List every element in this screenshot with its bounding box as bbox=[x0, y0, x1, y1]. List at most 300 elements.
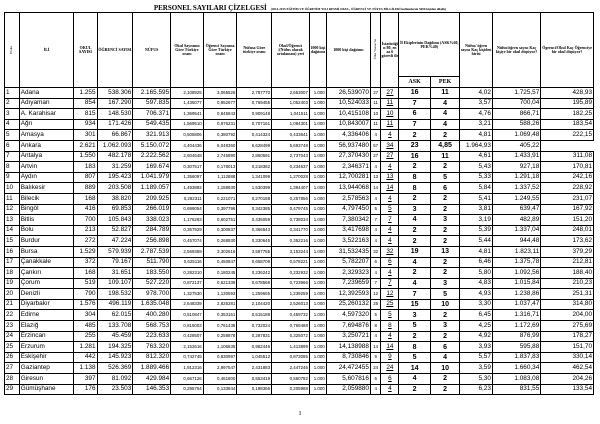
table-cell: 2,108925 bbox=[171, 88, 204, 99]
table-cell: 5,33 bbox=[460, 172, 493, 183]
table-cell: 0,282311 bbox=[171, 193, 204, 204]
table-cell: 32 bbox=[370, 246, 381, 257]
table-cell: 24 bbox=[5, 331, 20, 342]
table-cell: 579.939 bbox=[97, 246, 133, 257]
table-cell: 7 bbox=[370, 215, 381, 226]
table-cell: 7,380342 bbox=[326, 215, 370, 226]
table-cell: 1,084301 bbox=[272, 119, 310, 130]
table-cell: 2,825281 bbox=[203, 299, 237, 310]
table-cell: 0,178013 bbox=[203, 162, 237, 173]
header-nufus: NÜFUS bbox=[133, 13, 171, 88]
table-cell: 482.178 bbox=[97, 151, 133, 162]
personnel-table bbox=[4, 12, 594, 395]
table-cell: 3 bbox=[399, 204, 431, 215]
table-cell: 10,843007 bbox=[326, 119, 370, 130]
table-cell: 0,909148 bbox=[237, 109, 272, 120]
table-cell: 2,329323 bbox=[326, 268, 370, 279]
table-cell: 10,415108 bbox=[326, 109, 370, 120]
table-cell: Amasya bbox=[19, 130, 74, 141]
table-cell: 519 bbox=[74, 278, 97, 289]
table-cell: 31.651 bbox=[97, 268, 133, 279]
table-row bbox=[5, 130, 594, 141]
table-cell: 4,93 bbox=[460, 289, 493, 300]
table-row bbox=[5, 342, 594, 353]
table-cell: Aydın bbox=[19, 172, 74, 183]
table-cell: 0,873085 bbox=[272, 352, 310, 363]
table-row bbox=[5, 172, 594, 183]
table-cell: 0,268930 bbox=[203, 236, 237, 247]
table-cell: 568.753 bbox=[133, 321, 171, 332]
table-cell: 854 bbox=[74, 98, 97, 109]
table-cell: 0,976231 bbox=[203, 119, 237, 130]
title-text: PERSONEL SAYILARI ÇİZELGESİ bbox=[153, 4, 267, 12]
table-cell: 10 bbox=[430, 363, 459, 374]
table-cell: Denizli bbox=[19, 289, 74, 300]
table-cell: 1.255 bbox=[74, 88, 97, 99]
table-cell: 23 bbox=[5, 321, 20, 332]
table-cell: 831,55 bbox=[492, 384, 540, 395]
table-cell: 0,707161 bbox=[237, 119, 272, 130]
table-cell: 4,81 bbox=[460, 130, 493, 141]
table-cell: 4 bbox=[430, 119, 459, 130]
table-cell: 1.000 bbox=[309, 204, 326, 215]
table-cell: 11 bbox=[430, 88, 459, 99]
table-cell: 7 bbox=[399, 289, 431, 300]
header-dagitim: İl Ekiplerinin Dağılımı (ASK%60, PEK%40) bbox=[399, 13, 460, 77]
table-cell: 45.459 bbox=[97, 331, 133, 342]
table-cell: 0,553419 bbox=[237, 374, 272, 385]
table-cell: 812.320 bbox=[133, 352, 171, 363]
table-cell: 22 bbox=[5, 310, 20, 321]
table-cell: 0,232932 bbox=[272, 268, 310, 279]
table-cell: 0,815003 bbox=[171, 321, 204, 332]
table-cell: 167.290 bbox=[97, 98, 133, 109]
table-row bbox=[5, 299, 594, 310]
table-cell: 7 bbox=[381, 215, 399, 226]
table-cell: 171.426 bbox=[97, 119, 133, 130]
table-cell: 1.889.466 bbox=[133, 363, 171, 374]
table-cell: 1.000 bbox=[309, 151, 326, 162]
table-cell: 176 bbox=[74, 384, 97, 395]
table-cell: 1.000 bbox=[309, 321, 326, 332]
table-cell: 6 bbox=[370, 257, 381, 268]
header-ask: ASK bbox=[399, 77, 431, 88]
table-cell: 2,578563 bbox=[326, 193, 370, 204]
table-cell: 213 bbox=[74, 225, 97, 236]
table-cell: 0,295754 bbox=[171, 384, 204, 395]
table-cell: 2,648339 bbox=[171, 299, 204, 310]
table-cell: 2 bbox=[399, 162, 431, 173]
table-cell: 3,81 bbox=[460, 204, 493, 215]
table-cell: 944,48 bbox=[492, 236, 540, 247]
table-cell: 1.062.093 bbox=[97, 140, 133, 151]
table-cell: 1,239259 bbox=[272, 289, 310, 300]
table-cell: 2,447246 bbox=[272, 363, 310, 374]
table-cell: 0,414324 bbox=[237, 130, 272, 141]
table-cell: 0,433641 bbox=[272, 130, 310, 141]
table-cell: 1.660,34 bbox=[492, 363, 540, 374]
table-cell: 6,048360 bbox=[203, 140, 237, 151]
table-cell: 6 bbox=[370, 374, 381, 385]
table-cell: 1.576 bbox=[74, 299, 97, 310]
table-cell: 3,522163 bbox=[326, 236, 370, 247]
table-cell: 14,138988 bbox=[326, 342, 370, 353]
table-cell: 0,450847 bbox=[203, 257, 237, 268]
table-cell: 0,699054 bbox=[171, 204, 204, 215]
table-cell: 2 bbox=[430, 204, 459, 215]
table-cell: 31.259 bbox=[97, 162, 133, 173]
table-cell: 25 bbox=[381, 299, 399, 310]
header-nufus-oran: Nüfusa Göre türkiye oranı bbox=[237, 13, 272, 88]
table-cell: 4,02 bbox=[460, 88, 493, 99]
table-cell: 183.550 bbox=[133, 268, 171, 279]
table-cell: 0,742745 bbox=[171, 352, 204, 363]
table-cell: 170,81 bbox=[541, 162, 594, 173]
table-cell: 1.041.979 bbox=[133, 172, 171, 183]
table-cell: 7 bbox=[370, 278, 381, 289]
table-cell: 397 bbox=[74, 374, 97, 385]
table-cell: 7 bbox=[399, 119, 431, 130]
table-cell: Artvin bbox=[19, 162, 74, 173]
table-cell: 11 bbox=[370, 98, 381, 109]
table-cell: 372 bbox=[74, 257, 97, 268]
header-okul-oran: Okul Sayısının Göre Türkiye oranı bbox=[171, 13, 204, 88]
table-cell: 151,20 bbox=[541, 215, 594, 226]
table-cell: 5,41 bbox=[460, 193, 493, 204]
table-cell: 248,01 bbox=[541, 225, 594, 236]
table-cell: 21 bbox=[5, 299, 20, 310]
table-cell: 1,052403 bbox=[272, 98, 310, 109]
table-cell: 2,346371 bbox=[326, 162, 370, 173]
table-cell: 0,352216 bbox=[272, 236, 310, 247]
table-cell: 169.674 bbox=[133, 162, 171, 173]
table-cell: 47.224 bbox=[97, 236, 133, 247]
table-cell: 1.138 bbox=[74, 363, 97, 374]
table-cell: 1,130593 bbox=[203, 289, 237, 300]
table-cell: 168 bbox=[74, 268, 97, 279]
table-cell: 4 bbox=[381, 162, 399, 173]
table-cell: 485 bbox=[74, 321, 97, 332]
table-cell: 462,54 bbox=[541, 363, 594, 374]
table-cell: 27 bbox=[5, 363, 20, 374]
table-cell: Çorum bbox=[19, 278, 74, 289]
table-cell: 173,62 bbox=[541, 236, 594, 247]
table-cell: 1.000 bbox=[309, 310, 326, 321]
table-cell: 20 bbox=[5, 289, 20, 300]
table-cell: 338.023 bbox=[133, 215, 171, 226]
table-cell: 31,532435 bbox=[326, 246, 370, 257]
table-cell: 2 bbox=[430, 310, 459, 321]
table-cell: 3,19 bbox=[460, 215, 493, 226]
table-cell: 203.508 bbox=[97, 183, 133, 194]
table-cell: 210,23 bbox=[541, 278, 594, 289]
table-cell: 2 bbox=[430, 236, 459, 247]
table-cell: 4 bbox=[381, 384, 399, 395]
table-cell: 5 bbox=[381, 310, 399, 321]
table-cell: 0,578221 bbox=[272, 257, 310, 268]
table-cell: 146.353 bbox=[133, 384, 171, 395]
table-cell: 1.433,91 bbox=[492, 151, 540, 162]
table-cell: 311,08 bbox=[541, 151, 594, 162]
table-cell: 10 bbox=[430, 299, 459, 310]
table-cell: Adıyaman bbox=[19, 98, 74, 109]
table-cell: 1.550 bbox=[74, 151, 97, 162]
table-cell: 5 bbox=[399, 352, 431, 363]
table-cell: 3 bbox=[399, 310, 431, 321]
table-cell: 3 bbox=[430, 215, 459, 226]
table-row bbox=[5, 289, 594, 300]
table-cell: Bolu bbox=[19, 225, 74, 236]
table-cell: 2 bbox=[430, 374, 459, 385]
table-cell: 0,258878 bbox=[203, 331, 237, 342]
table-row bbox=[5, 278, 594, 289]
table-cell: 2 bbox=[399, 268, 431, 279]
table-cell: 167,92 bbox=[541, 204, 594, 215]
table-cell: 194.325 bbox=[97, 342, 133, 353]
table-cell: 5 bbox=[370, 204, 381, 215]
table-cell: 3,250721 bbox=[326, 331, 370, 342]
table-cell: 3,065526 bbox=[203, 88, 237, 99]
table-cell: 13 bbox=[5, 215, 20, 226]
table-cell: 1,435077 bbox=[171, 98, 204, 109]
table-cell: 79.167 bbox=[97, 257, 133, 268]
table-cell: 2,152616 bbox=[171, 342, 204, 353]
table-cell: 5,693748 bbox=[272, 140, 310, 151]
table-row bbox=[5, 193, 594, 204]
table-cell: 0,341770 bbox=[272, 225, 310, 236]
table-cell: 10 bbox=[5, 183, 20, 194]
table-cell: 379,29 bbox=[541, 246, 594, 257]
table-cell: 5 bbox=[430, 289, 459, 300]
table-cell: 15 bbox=[5, 236, 20, 247]
table-cell: 2 bbox=[430, 268, 459, 279]
table-cell: 1,356097 bbox=[171, 172, 204, 183]
table-cell: 4,25 bbox=[460, 321, 493, 332]
table-cell: 1.069,48 bbox=[492, 130, 540, 141]
table-cell: 0,625116 bbox=[171, 257, 204, 268]
table-cell: 6,45 bbox=[460, 310, 493, 321]
table-row bbox=[5, 352, 594, 363]
table-cell: 251,31 bbox=[541, 289, 594, 300]
table-cell: 195,89 bbox=[541, 98, 594, 109]
table-cell: 18 bbox=[5, 268, 20, 279]
table-cell: Gaziantep bbox=[19, 363, 74, 374]
table-cell: 1.000 bbox=[309, 278, 326, 289]
table-cell: 3,59 bbox=[460, 363, 493, 374]
table-cell: 2,787770 bbox=[237, 88, 272, 99]
table-cell: 8,730846 bbox=[326, 352, 370, 363]
table-cell: 27 bbox=[381, 151, 399, 162]
table-row bbox=[5, 268, 594, 279]
table-cell: 5 bbox=[430, 172, 459, 183]
header-ogr-oran: Öğrenci Sayısına Göre Türkiye oranı bbox=[203, 13, 237, 88]
table-cell: 11 bbox=[381, 119, 399, 130]
table-cell: 151,70 bbox=[541, 342, 594, 353]
table-cell: 178,27 bbox=[541, 331, 594, 342]
table-cell: 27 bbox=[370, 88, 381, 99]
table-body bbox=[5, 88, 594, 395]
table-cell: 496.119 bbox=[97, 299, 133, 310]
table-cell: 4 bbox=[430, 352, 459, 363]
table-cell: Bursa bbox=[19, 246, 74, 257]
table-cell: 0,218382 bbox=[237, 162, 272, 173]
table-cell: Çanakkale bbox=[19, 257, 74, 268]
table-cell: 0,732024 bbox=[237, 321, 272, 332]
table-cell: 5,30 bbox=[460, 374, 493, 385]
table-cell: 1.337,52 bbox=[492, 183, 540, 194]
header-ortalama: Okul/Öğrenci /(Nüfus olarak ortalaması) yeri bbox=[272, 13, 310, 88]
table-cell: 5,43 bbox=[460, 162, 493, 173]
table-cell: 7,694876 bbox=[326, 321, 370, 332]
table-cell: Erzurum bbox=[19, 342, 74, 353]
table-cell: Çankırı bbox=[19, 268, 74, 279]
table-cell: 5,84 bbox=[460, 183, 493, 194]
table-cell: 1.083,08 bbox=[492, 374, 540, 385]
table-cell: 5 bbox=[5, 130, 20, 141]
table-cell: 6,628499 bbox=[237, 140, 272, 151]
table-cell: 256.898 bbox=[133, 236, 171, 247]
table-cell: 0,982446 bbox=[237, 342, 272, 353]
table-cell: 12,392593 bbox=[326, 289, 370, 300]
table-cell: 212,81 bbox=[541, 257, 594, 268]
table-cell: 1.725,57 bbox=[492, 88, 540, 99]
table-cell: 6 bbox=[381, 257, 399, 268]
table-cell: Burdur bbox=[19, 236, 74, 247]
table-cell: 2,104420 bbox=[237, 299, 272, 310]
table-cell: 2 bbox=[5, 98, 20, 109]
table-cell: 9 bbox=[381, 352, 399, 363]
table-cell: 1.000 bbox=[309, 130, 326, 141]
table-cell: 4 bbox=[399, 278, 431, 289]
table-row bbox=[5, 119, 594, 130]
table-cell: 26,539070 bbox=[326, 88, 370, 99]
table-cell: 4,83 bbox=[460, 278, 493, 289]
table-cell: 25 bbox=[370, 299, 381, 310]
table-cell: 2.621 bbox=[74, 140, 97, 151]
table-cell: 38.820 bbox=[97, 193, 133, 204]
table-cell: 927,18 bbox=[492, 162, 540, 173]
subtitle-text: (2014-2015 EĞİTİM VE ÖĞRETİM YILI RESMİ OKUL, ÖĞRENCİ VE NÜFUS BİLGİLERİ kullanılarak 5000 kişiden düşük) bbox=[270, 7, 447, 11]
table-cell: 4,797450 bbox=[326, 204, 370, 215]
table-cell: 301 bbox=[74, 130, 97, 141]
table-cell: 0,357929 bbox=[171, 225, 204, 236]
table-cell: Adana bbox=[19, 88, 74, 99]
table-cell: 1.092,56 bbox=[492, 268, 540, 279]
table-cell: 321.913 bbox=[133, 130, 171, 141]
table-cell: 1.635.048 bbox=[133, 299, 171, 310]
table-cell: Ankara bbox=[19, 140, 74, 151]
table-cell: 1.337,04 bbox=[492, 225, 540, 236]
table-cell: 57 bbox=[370, 140, 381, 151]
table-cell: 0,221071 bbox=[203, 193, 237, 204]
table-row bbox=[5, 310, 594, 321]
table-cell: 2 bbox=[430, 225, 459, 236]
table-cell: 2.222.562 bbox=[133, 151, 171, 162]
table-cell: 2.787.539 bbox=[133, 246, 171, 257]
table-cell: 12,700281 bbox=[326, 172, 370, 183]
table-cell: 27 bbox=[370, 151, 381, 162]
table-cell: 1,569510 bbox=[171, 119, 204, 130]
header-1000a: 1000 kişi dağıtımı bbox=[309, 13, 326, 88]
table-cell: 5 bbox=[370, 310, 381, 321]
table-cell: 6 bbox=[430, 183, 459, 194]
table-cell: 1.000 bbox=[309, 246, 326, 257]
table-cell: Gümüşhane bbox=[19, 384, 74, 395]
table-cell: 595,88 bbox=[492, 342, 540, 353]
table-cell: 2 bbox=[430, 162, 459, 173]
table-cell: 0,560782 bbox=[272, 374, 310, 385]
table-cell: 2,569359 bbox=[171, 246, 204, 257]
table-cell: 0,658709 bbox=[237, 257, 272, 268]
table-cell: 1.000 bbox=[309, 257, 326, 268]
table-cell: 0,287831 bbox=[237, 331, 272, 342]
table-cell: 1.249,55 bbox=[492, 193, 540, 204]
table-cell: 29 bbox=[5, 384, 20, 395]
table-cell: 4 bbox=[381, 268, 399, 279]
table-cell: 1,106635 bbox=[203, 342, 237, 353]
table-cell: 0,257856 bbox=[272, 193, 310, 204]
table-cell: 1.000 bbox=[309, 363, 326, 374]
table-cell: 511.790 bbox=[133, 257, 171, 268]
table-cell: 1 bbox=[5, 88, 20, 99]
table-cell: 4 bbox=[399, 215, 431, 226]
table-cell: 255 bbox=[74, 331, 97, 342]
table-cell: 13 bbox=[370, 172, 381, 183]
table-cell: 5,607816 bbox=[326, 374, 370, 385]
table-cell: 8 bbox=[399, 342, 431, 353]
table-row bbox=[5, 162, 594, 173]
table-cell: 11 bbox=[381, 98, 399, 109]
table-cell: 0,205988 bbox=[272, 384, 310, 395]
table-cell: 9 bbox=[370, 352, 381, 363]
table-cell: 0,307517 bbox=[171, 162, 204, 173]
table-cell: 0,830997 bbox=[203, 352, 237, 363]
table-row bbox=[5, 98, 594, 109]
table-cell: 0,133844 bbox=[203, 384, 237, 395]
table-cell: 204,00 bbox=[541, 310, 594, 321]
table-cell: Edirne bbox=[19, 310, 74, 321]
table-cell: 0,461800 bbox=[203, 374, 237, 385]
table-cell: 4 bbox=[370, 331, 381, 342]
table-cell: 2,997547 bbox=[203, 363, 237, 374]
table-cell: 23.503 bbox=[97, 384, 133, 395]
table-cell: 2 bbox=[399, 193, 431, 204]
table-cell: 1.375,78 bbox=[492, 257, 540, 268]
table-cell: Bitlis bbox=[19, 215, 74, 226]
table-cell: 81.092 bbox=[97, 374, 133, 385]
table-cell: 228,92 bbox=[541, 183, 594, 194]
table-cell: 0,180245 bbox=[203, 268, 237, 279]
table-cell: 2,737043 bbox=[272, 151, 310, 162]
table-cell: 1.000 bbox=[309, 119, 326, 130]
table-cell: 198.532 bbox=[97, 289, 133, 300]
table-cell: 3,57 bbox=[460, 98, 493, 109]
table-cell: 69.853 bbox=[97, 204, 133, 215]
table-cell: 11 bbox=[370, 119, 381, 130]
table-cell: 4,336406 bbox=[326, 130, 370, 141]
table-cell: 10 bbox=[370, 109, 381, 120]
table-cell: 6 bbox=[5, 140, 20, 151]
table-cell: 5.150.072 bbox=[133, 140, 171, 151]
table-cell: 1.964,93 bbox=[460, 140, 493, 151]
table-cell: 0,353161 bbox=[203, 310, 237, 321]
header-okul: OKUL SAYISI bbox=[74, 13, 97, 88]
table-cell: 1.000 bbox=[309, 342, 326, 353]
table-cell: 222,15 bbox=[541, 130, 594, 141]
table-cell: 2,860591 bbox=[237, 151, 272, 162]
table-row bbox=[5, 321, 594, 332]
table-cell: 204,26 bbox=[541, 374, 594, 385]
